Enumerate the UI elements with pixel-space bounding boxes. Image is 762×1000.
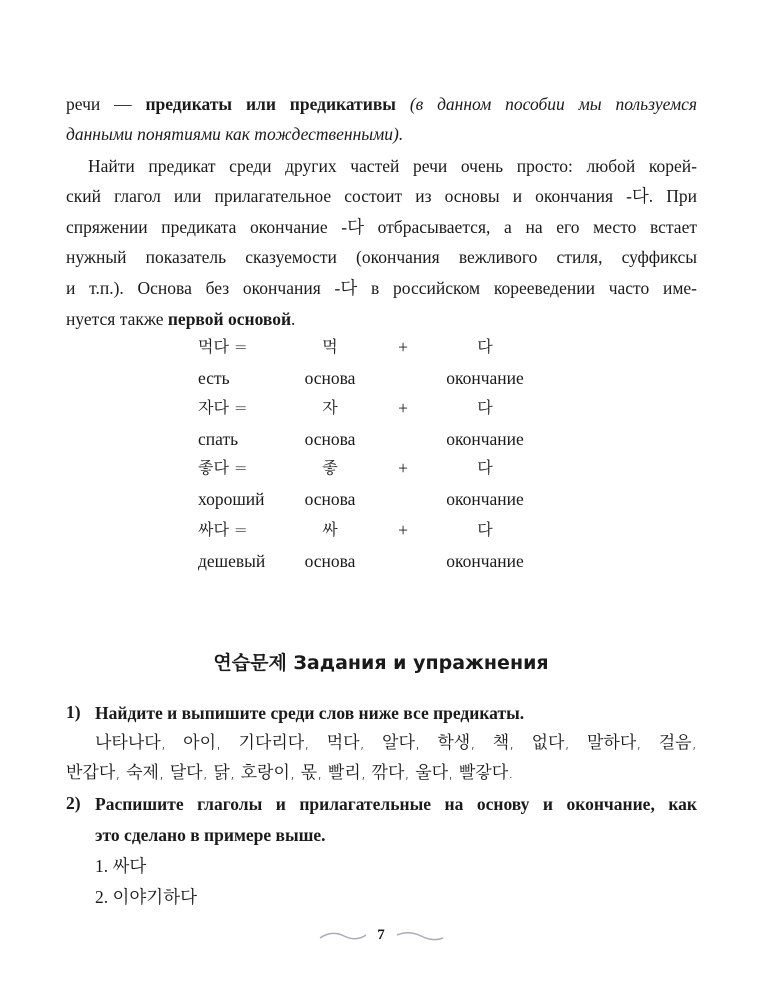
exercise-item: 1. 싸다 (95, 856, 147, 876)
text: . (291, 309, 296, 329)
stem: 좋 (322, 458, 338, 477)
exercise-instruction: Распишите глаголы и прилагательные на основу и окончание, как (95, 794, 697, 814)
paragraph-line (66, 93, 697, 115)
korean-word: 좋다 = (198, 458, 248, 477)
stem-label: основа (304, 489, 356, 509)
gloss: спать (198, 429, 239, 449)
stem: 자 (322, 398, 338, 417)
exercise-instruction: Найдите и выпишите среди слов ниже все предикаты. (95, 703, 525, 723)
gloss: есть (198, 368, 230, 388)
ending: 다 (477, 337, 493, 356)
paragraph-line: спряжении предиката окончание -다 отбрасывается, а на его место встает (66, 217, 697, 237)
korean-word: 자다 = (198, 398, 248, 417)
text: речи — (66, 94, 146, 114)
wave-ornament-right-icon (395, 930, 445, 942)
ending-label: окончание (446, 489, 524, 509)
plus-sign: + (398, 337, 408, 357)
page-footer (0, 927, 762, 944)
paragraph-line: Найти предикат среди других частей речи очень просто: любой корей- (88, 156, 697, 176)
gloss: дешевый (198, 551, 266, 571)
ending-label: окончание (446, 368, 524, 388)
word-list: 반갑다, 숙제, 달다, 닭, 호랑이, 몫, 빨리, 깎다, 울다, 빨갛다. (66, 763, 514, 783)
stem: 싸 (322, 520, 338, 539)
section-title: 연습문제 Задания и упражнения (213, 652, 549, 674)
korean-word: 싸다 = (198, 520, 248, 539)
paragraph-line: нужный показатель сказуемости (окончания вежливого стиля, суффиксы (66, 247, 697, 267)
plus-sign: + (398, 520, 408, 540)
paragraph-line: и т.п.). Основа без окончания -다 в российском корееведении часто име- (66, 278, 697, 298)
wave-ornament-left-icon (318, 930, 368, 942)
italic-note: (в данном пособии мы пользуемся (409, 94, 698, 114)
exercise-instruction: это сделано в примере выше. (95, 825, 326, 845)
korean-word: 먹다 = (198, 337, 248, 356)
gloss: хороший (198, 489, 265, 509)
word-list: 나타나다, 아이, 기다리다, 먹다, 알다, 학생, 책, 없다, 말하다, 걸음, (95, 733, 697, 753)
ending: 다 (477, 520, 493, 539)
stem-label: основа (304, 429, 356, 449)
ending: 다 (477, 458, 493, 477)
ending-label: окончание (446, 429, 524, 449)
exercise-number: 1) (66, 702, 81, 722)
exercise-item: 2. 이야기하다 (95, 887, 198, 907)
paragraph-line (66, 308, 697, 330)
ending-label: окончание (446, 551, 524, 571)
italic-note: данными понятиями как тождественными). (66, 124, 404, 144)
bold-term: предикаты или предикативы (145, 94, 396, 114)
page-number: 7 (377, 927, 385, 943)
stem: 먹 (322, 337, 338, 356)
paragraph-line: ский глагол или прилагательное состоит из основы и окончания -다. При (66, 186, 697, 206)
plus-sign: + (398, 458, 408, 478)
plus-sign: + (398, 398, 408, 418)
exercise-number: 2) (66, 793, 81, 813)
bold-term: первой основой (167, 309, 292, 329)
text: нуется также (66, 309, 168, 329)
paragraph-line (66, 123, 697, 145)
ending: 다 (477, 398, 493, 417)
stem-label: основа (304, 368, 356, 388)
stem-label: основа (304, 551, 356, 571)
